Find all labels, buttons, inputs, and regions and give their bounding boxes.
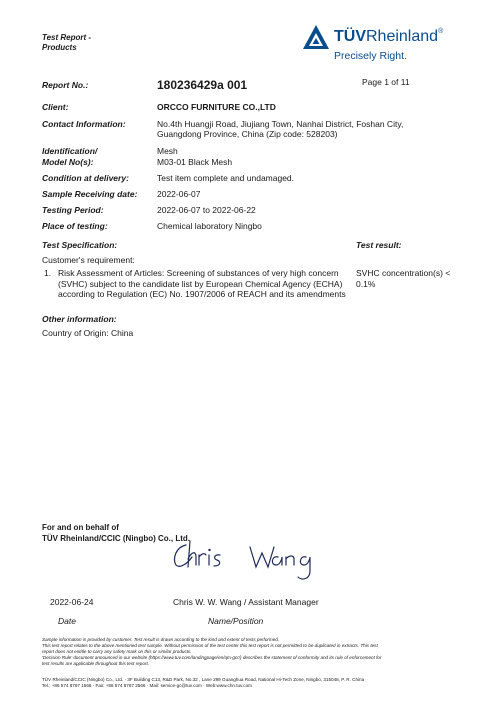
condition-label: Condition at delivery: bbox=[42, 173, 129, 183]
signature-date: 2022-06-24 bbox=[50, 597, 94, 607]
report-no-label: Report No.: bbox=[42, 80, 89, 90]
footer-note-2: This test report relates to the above mentioned test sample. Without permission of the test center this test report is not permitted to be duplicated in extracts. This test bbox=[42, 643, 378, 648]
client-value: ORCCO FURNITURE CO.,LTD bbox=[157, 102, 276, 112]
client-label: Client: bbox=[42, 102, 69, 112]
receiving-label: Sample Receiving date: bbox=[42, 189, 138, 199]
footer-notes bbox=[42, 637, 462, 667]
handwritten-signature bbox=[168, 537, 338, 587]
period-value: 2022-06-07 to 2022-06-22 bbox=[157, 205, 256, 215]
identification-label-line1: Identification/ bbox=[42, 146, 98, 156]
identification-value bbox=[157, 146, 232, 168]
identification-value-line1: Mesh bbox=[157, 146, 178, 156]
spec-result bbox=[356, 268, 450, 289]
contact-value bbox=[157, 119, 403, 139]
identification-value-line2: M03-01 Black Mesh bbox=[157, 157, 233, 167]
footer-note-5: test results are applicable throughout this test report. bbox=[42, 661, 149, 666]
spec-item-text bbox=[58, 268, 350, 300]
contact-label: Contact Information: bbox=[42, 119, 126, 129]
footer-note-1: Sample information is provided by customer. Test result is drawn according to the kind and extent of tests performed. bbox=[42, 637, 280, 642]
date-caption: Date bbox=[58, 616, 76, 626]
condition-value: Test item complete and undamaged. bbox=[157, 173, 295, 183]
identification-label bbox=[42, 146, 97, 168]
spec-result-line2: 0.1% bbox=[356, 278, 376, 289]
document-type-line2: Products bbox=[42, 43, 77, 52]
document-type bbox=[42, 33, 91, 53]
report-number: 180236429a 001 bbox=[157, 78, 248, 92]
test-result-label: Test result: bbox=[356, 240, 402, 250]
place-value: Chemical laboratory Ningbo bbox=[157, 221, 262, 231]
spec-item-line1: Risk Assessment of Articles: Screening of substances of very high concern bbox=[58, 268, 339, 278]
place-label: Place of testing: bbox=[42, 221, 108, 231]
contact-line1: No.4th Huangji Road, Jiujiang Town, Nanhai District, Foshan City, bbox=[157, 119, 404, 129]
name-position-caption: Name/Position bbox=[208, 616, 264, 626]
receiving-value: 2022-06-07 bbox=[157, 189, 201, 199]
spec-result-line1: SVHC concentration(s) < bbox=[356, 268, 451, 278]
document-type-line1: Test Report - bbox=[42, 33, 92, 42]
other-info-value: Country of Origin: China bbox=[42, 328, 134, 338]
footer-address-line2: Tel.: +86 574 8767 1566 · Fax: +86 574 8767 2566 · Mail: service-gc@tuv.com · Web:www.chn.tuv.com bbox=[42, 683, 252, 688]
brand-name bbox=[334, 28, 443, 46]
page-indicator: Page 1 of 11 bbox=[362, 77, 410, 87]
tuv-triangle-icon bbox=[302, 24, 330, 50]
on-behalf-line2: TÜV Rheinland/CCIC (Ningbo) Co., Ltd. bbox=[42, 534, 190, 543]
period-label: Testing Period: bbox=[42, 205, 104, 215]
footer-address bbox=[42, 677, 462, 689]
test-spec-label: Test Specification: bbox=[42, 240, 118, 250]
footer-note-4: 'Decision Rule' document announced in our website (https://www.tuv.com/landingpage/en/qm-gcr/) describes the statement of conformity and its rule of enforcement for bbox=[42, 655, 382, 660]
spec-item-line2: (SVHC) subject to the candidate list by European Chemical Agency (ECHA) bbox=[58, 278, 343, 289]
other-info-label: Other information: bbox=[42, 314, 117, 324]
customer-requirement: Customer's requirement: bbox=[42, 255, 135, 265]
identification-label-line2: Model No(s): bbox=[42, 157, 94, 167]
brand-tagline: Precisely Right. bbox=[334, 50, 407, 62]
signatory-name: Chris W. W. Wang / Assistant Manager bbox=[173, 597, 319, 607]
brand-name-bold: TÜV bbox=[334, 28, 366, 45]
spec-item-number: 1. bbox=[44, 268, 52, 278]
footer-address-line1: TÜV Rheinland/CCIC (Ningbo) Co., Ltd. · 3F Building C13, R&D Park, No.32 , Lane 299 Guanghua Road, National Hi-Tech Zone, Ningbo, 315048, P. R. China bbox=[42, 677, 365, 682]
footer-note-3: report does not entitle to carry any safety mark on this or similar products. bbox=[42, 649, 192, 654]
on-behalf-line1: For and on behalf of bbox=[42, 523, 119, 532]
registered-mark: ® bbox=[438, 28, 444, 35]
brand-name-rest: Rheinland bbox=[366, 28, 439, 45]
spec-item-line3: according to Regulation (EC) No. 1907/2006 of REACH and its amendments bbox=[58, 289, 346, 299]
contact-line2: Guangdong Province, China (Zip code: 528203) bbox=[157, 129, 338, 139]
tuv-logo bbox=[302, 24, 462, 68]
